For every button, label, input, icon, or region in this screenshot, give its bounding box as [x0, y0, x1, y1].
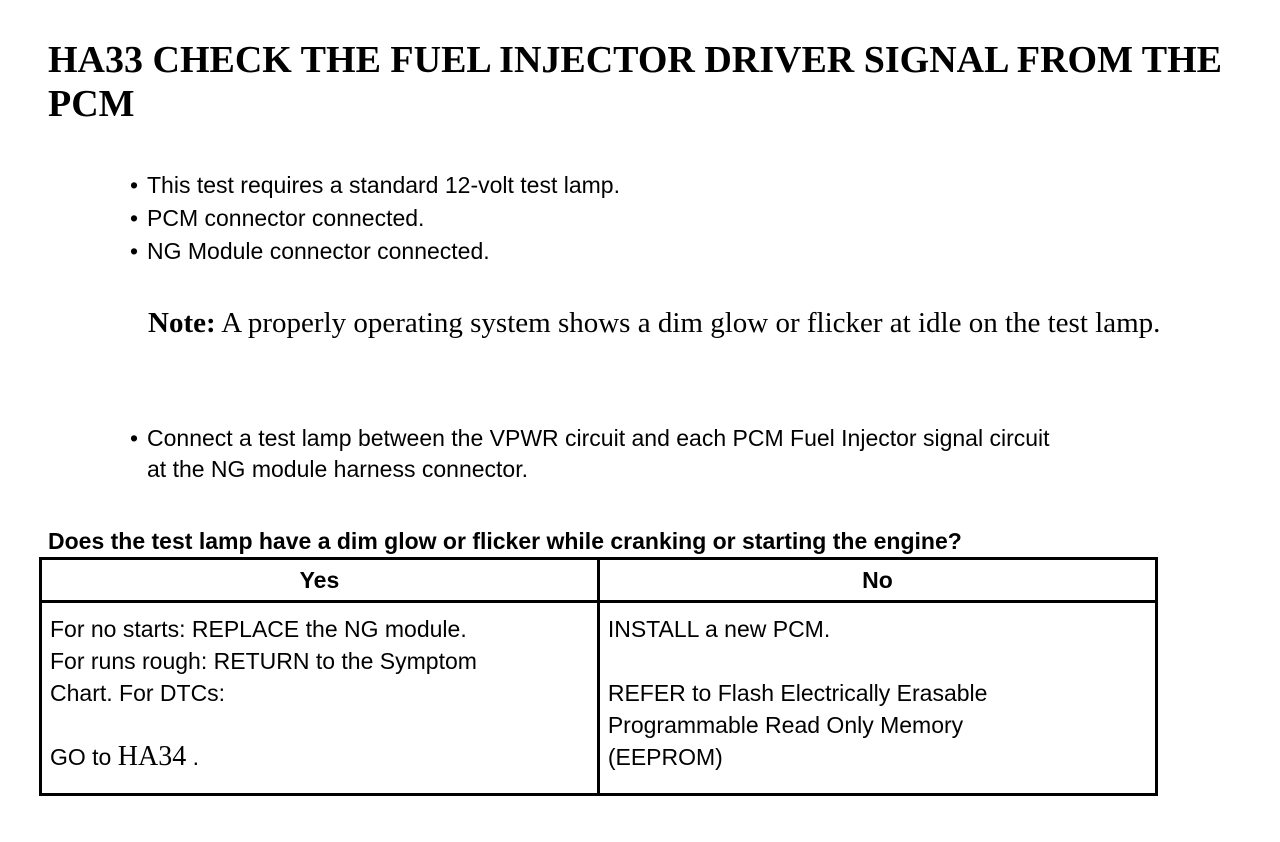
bullet-icon: • [130, 238, 139, 264]
list-item-continuation [130, 454, 1260, 485]
spacer [608, 645, 1147, 677]
yes-header: Yes [41, 559, 599, 602]
no-line: REFER to Flash Electrically Erasable [607, 680, 988, 706]
goto-prefix: GO to [50, 744, 112, 770]
list-item [130, 202, 620, 235]
list-item [130, 423, 1260, 454]
prerequisite-list [130, 169, 620, 268]
yes-cell [41, 602, 599, 795]
list-item [130, 235, 620, 268]
goto-suffix: . [192, 744, 199, 770]
prerequisite-text: NG Module connector connected. [147, 238, 490, 264]
no-line: Programmable Read Only Memory [607, 712, 964, 738]
table-row [41, 602, 1157, 795]
yes-line: For no starts: REPLACE the NG module. [50, 616, 467, 642]
note [148, 304, 1248, 342]
prerequisite-text: PCM connector connected. [147, 205, 425, 231]
spacer [50, 709, 589, 741]
note-text: A properly operating system shows a dim glow or flicker at idle on the test lamp. [221, 307, 1161, 339]
no-cell [598, 602, 1156, 795]
test-question: Does the test lamp have a dim glow or flicker while cranking or starting the engine? [48, 528, 962, 554]
yes-line: Chart. For DTCs: [50, 680, 226, 706]
note-label: Note: [148, 307, 216, 339]
goto-ha34-link[interactable]: HA34 [117, 741, 187, 772]
prerequisite-text: This test requires a standard 12-volt test lamp. [147, 172, 620, 198]
page-title: HA33 CHECK THE FUEL INJECTOR DRIVER SIGNAL FROM THE PCM [48, 39, 1222, 125]
no-line: (EEPROM) [607, 744, 723, 770]
yes-line: For runs rough: RETURN to the Symptom [50, 648, 477, 674]
list-item [130, 169, 620, 202]
test-step [130, 423, 1260, 485]
no-header: No [598, 559, 1156, 602]
table-header-row [41, 559, 1157, 602]
step-text-line1: Connect a test lamp between the VPWR circuit and each PCM Fuel Injector signal circuit [147, 425, 1050, 451]
result-table [39, 557, 1158, 796]
bullet-icon: • [130, 205, 139, 231]
bullet-icon: • [130, 172, 139, 198]
bullet-icon: • [130, 425, 139, 451]
step-text-line2: at the NG module harness connector. [147, 456, 528, 482]
goto-line [50, 741, 589, 773]
no-line: INSTALL a new PCM. [607, 616, 831, 642]
